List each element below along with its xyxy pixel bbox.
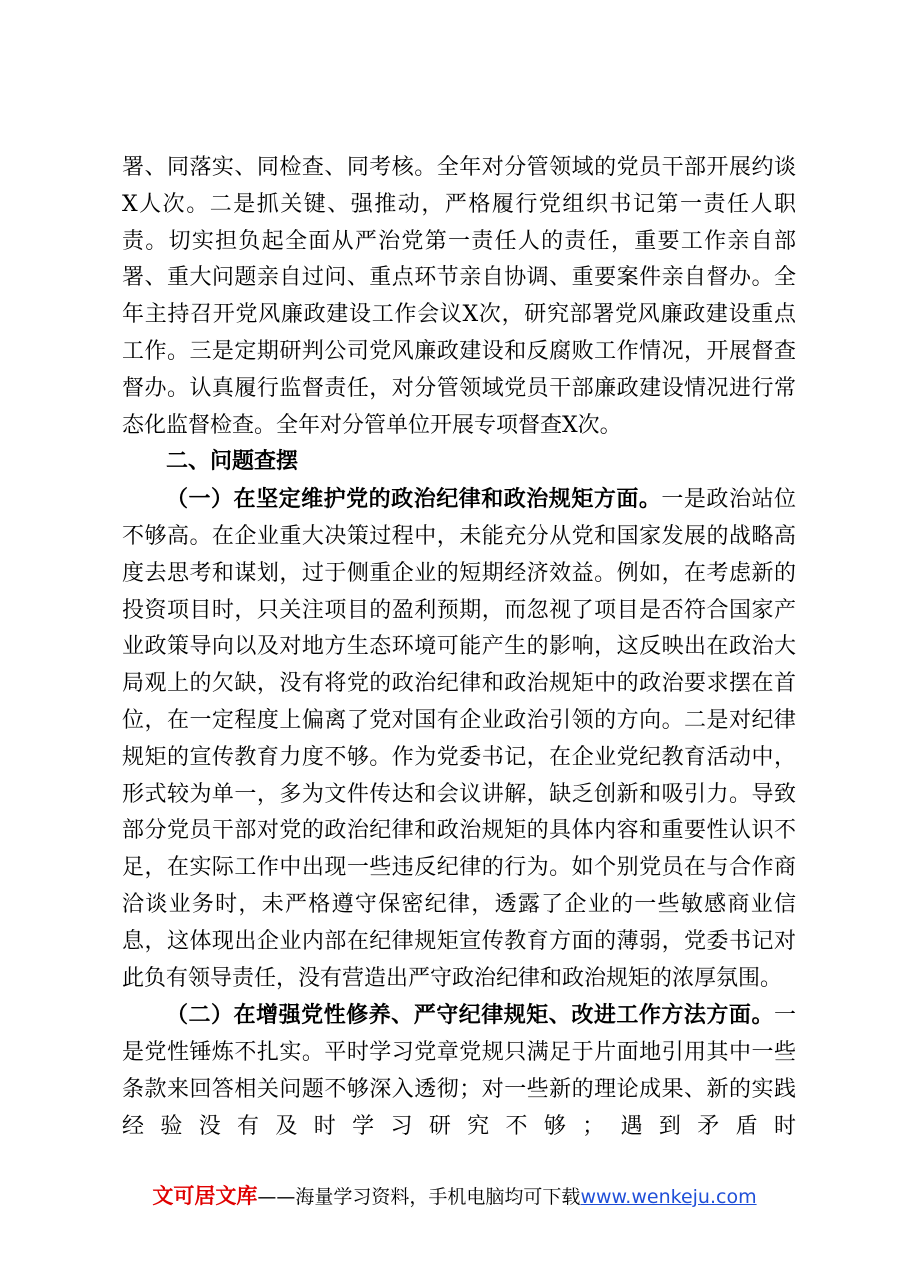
section-2-paragraph bbox=[122, 997, 796, 1145]
section-heading: 二、问题查摆 bbox=[166, 449, 299, 475]
section-1-paragraph bbox=[122, 481, 796, 997]
page-footer bbox=[0, 1180, 909, 1210]
document-body bbox=[122, 150, 796, 1146]
section-2-body: 一是党性锤炼不扎实。平时学习党章党规只满足于片面地引用其中一些条款来回答相关问题不够深入透彻；对一些新的理论成果、新的实践经验没有及时学习研究不够；遇到矛盾时 bbox=[122, 1003, 796, 1139]
paragraph-1: 署、同落实、同检查、同考核。全年对分管领域的党员干部开展约谈X人次。二是抓关键、强推动，严格履行党组织书记第一责任人职责。切实担负起全面从严治党第一责任人的责任，重要工作亲自部署、重大问题亲自过问、重点环节亲自协调、重要案件亲自督办。全年主持召开党风廉政建设工作会议X次，研究部署党风廉政建设重点工作。三是定期研判公司党风廉政建设和反腐败工作情况，开展督查督办。认真履行监督责任，对分管领域党员干部廉政建设情况进行常态化监督检查。全年对分管单位开展专项督查X次。 bbox=[122, 155, 796, 438]
footer-tagline: ——海量学习资料，手机电脑均可下载 bbox=[257, 1186, 581, 1208]
section-2-title: （二）在增强党性修养、严守纪律规矩、改进工作方法方面。 bbox=[166, 1002, 774, 1029]
section-1-title: （一）在坚定维护党的政治纪律和政治规矩方面。 bbox=[166, 486, 662, 513]
section-1-body: 一是政治站位不够高。在企业重大决策过程中，未能充分从党和国家发展的战略高度去思考和谋划，过于侧重企业的短期经济效益。例如，在考虑新的投资项目时，只关注项目的盈利预期，而忽视了项目是否符合国家产业政策导向以及对地方生态环境可能产生的影响，这反映出在政治大局观上的欠缺，没有将党的政治纪律和政治规矩中的政治要求摆在首位，在一定程度上偏离了党对国有企业政治引领的方向。二是对纪律规矩的宣传教育力度不够。作为党委书记，在企业党纪教育活动中，形式较为单一，多为文件传达和会议讲解，缺乏创新和吸引力。导致部分党员干部对党的政治纪律和政治规矩的具体内容和重要性认识不足，在实际工作中出现一些违反纪律的行为。如个别党员在与合作商洽谈业务时，未严格遵守保密纪律，透露了企业的一些敏感商业信息，这体现出企业内部在纪律规矩宣传教育方面的薄弱，党委书记对此负有领导责任，没有营造出严守政治纪律和政治规矩的浓厚氛围。 bbox=[122, 487, 796, 991]
footer-link[interactable]: www.wenkeju.com bbox=[580, 1186, 757, 1208]
footer-brand: 文可居文库 bbox=[152, 1184, 258, 1208]
